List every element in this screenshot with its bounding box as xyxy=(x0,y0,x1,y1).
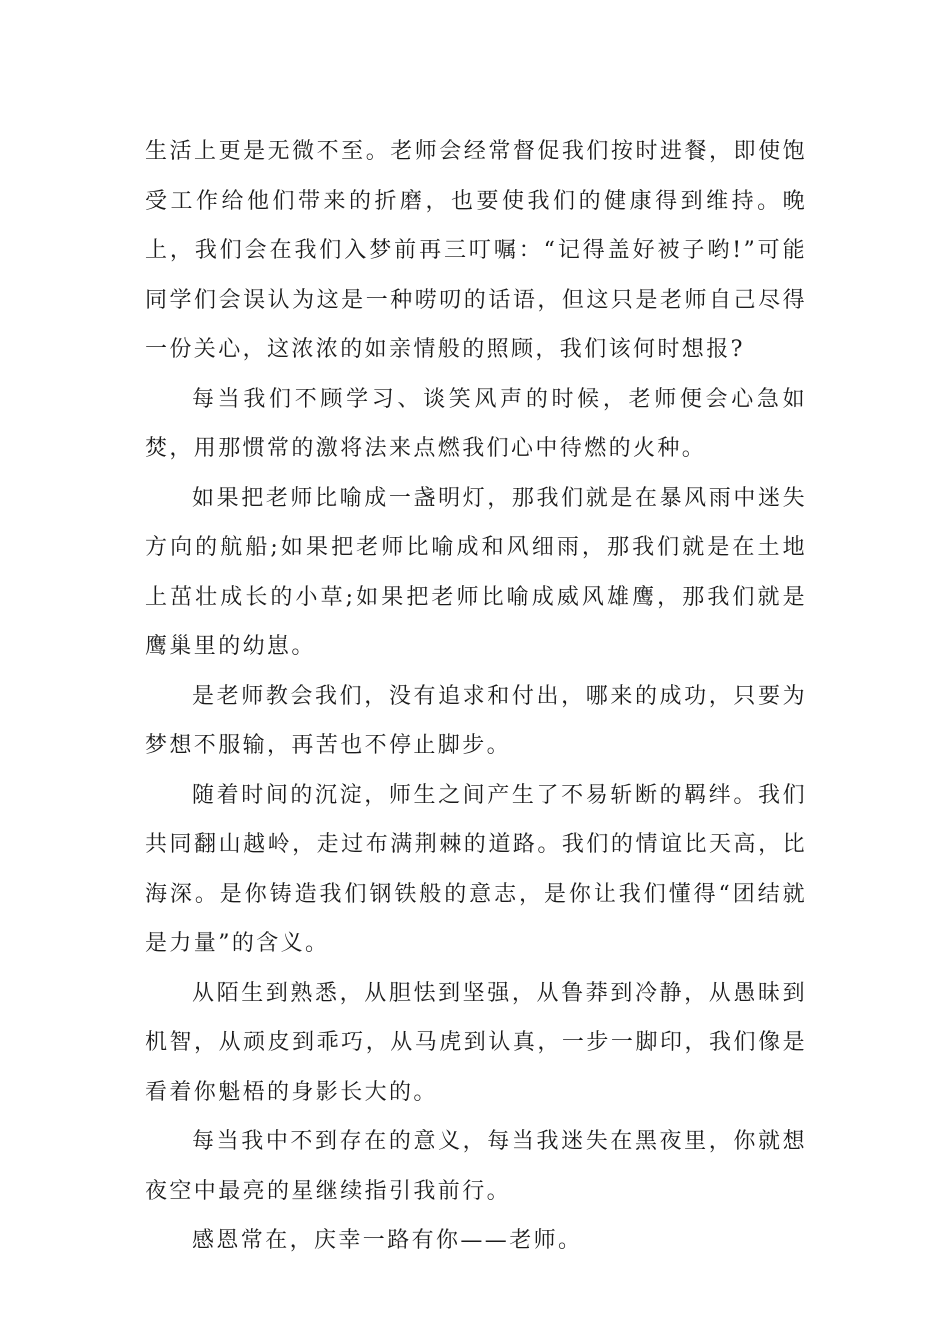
paragraph-7: 每当我中不到存在的意义，每当我迷失在黑夜里，你就想夜空中最亮的星继续指引我前行。 xyxy=(145,1129,807,1204)
paragraph-1: 生活上更是无微不至。老师会经常督促我们按时进餐，即使饱受工作给他们带来的折磨，也要使我们的健康得到维持。晚上，我们会在我们入梦前再三叮嘱：“记得盖好被子哟!”可能同学们会误认为这是一种唠叨的话语，但这只是老师自己尽得一份关心，这浓浓的如亲情般的照顾，我们该何时想报? xyxy=(145,139,807,362)
document-body xyxy=(145,127,807,1266)
paragraph-4: 是老师教会我们，没有追求和付出，哪来的成功，只要为梦想不服输，再苦也不停止脚步。 xyxy=(145,683,807,758)
paragraph-2: 每当我们不顾学习、谈笑风声的时候，老师便会心急如焚，用那惯常的激将法来点燃我们心中待燃的火种。 xyxy=(145,386,807,461)
paragraph-3: 如果把老师比喻成一盏明灯，那我们就是在暴风雨中迷失方向的航船;如果把老师比喻成和风细雨，那我们就是在土地上茁壮成长的小草;如果把老师比喻成威风雄鹰，那我们就是鹰巢里的幼崽。 xyxy=(145,485,807,659)
paragraph-5: 随着时间的沉淀，师生之间产生了不易斩断的羁绊。我们共同翻山越岭，走过布满荆棘的道路。我们的情谊比天高，比海深。是你铸造我们钢铁般的意志，是你让我们懂得“团结就是力量”的含义。 xyxy=(145,782,807,956)
paragraph-8: 感恩常在，庆幸一路有你——老师。 xyxy=(192,1228,583,1253)
paragraph-6: 从陌生到熟悉，从胆怯到坚强，从鲁莽到冷静，从愚昧到机智，从顽皮到乖巧，从马虎到认真，一步一脚印，我们像是看着你魁梧的身影长大的。 xyxy=(145,980,807,1105)
